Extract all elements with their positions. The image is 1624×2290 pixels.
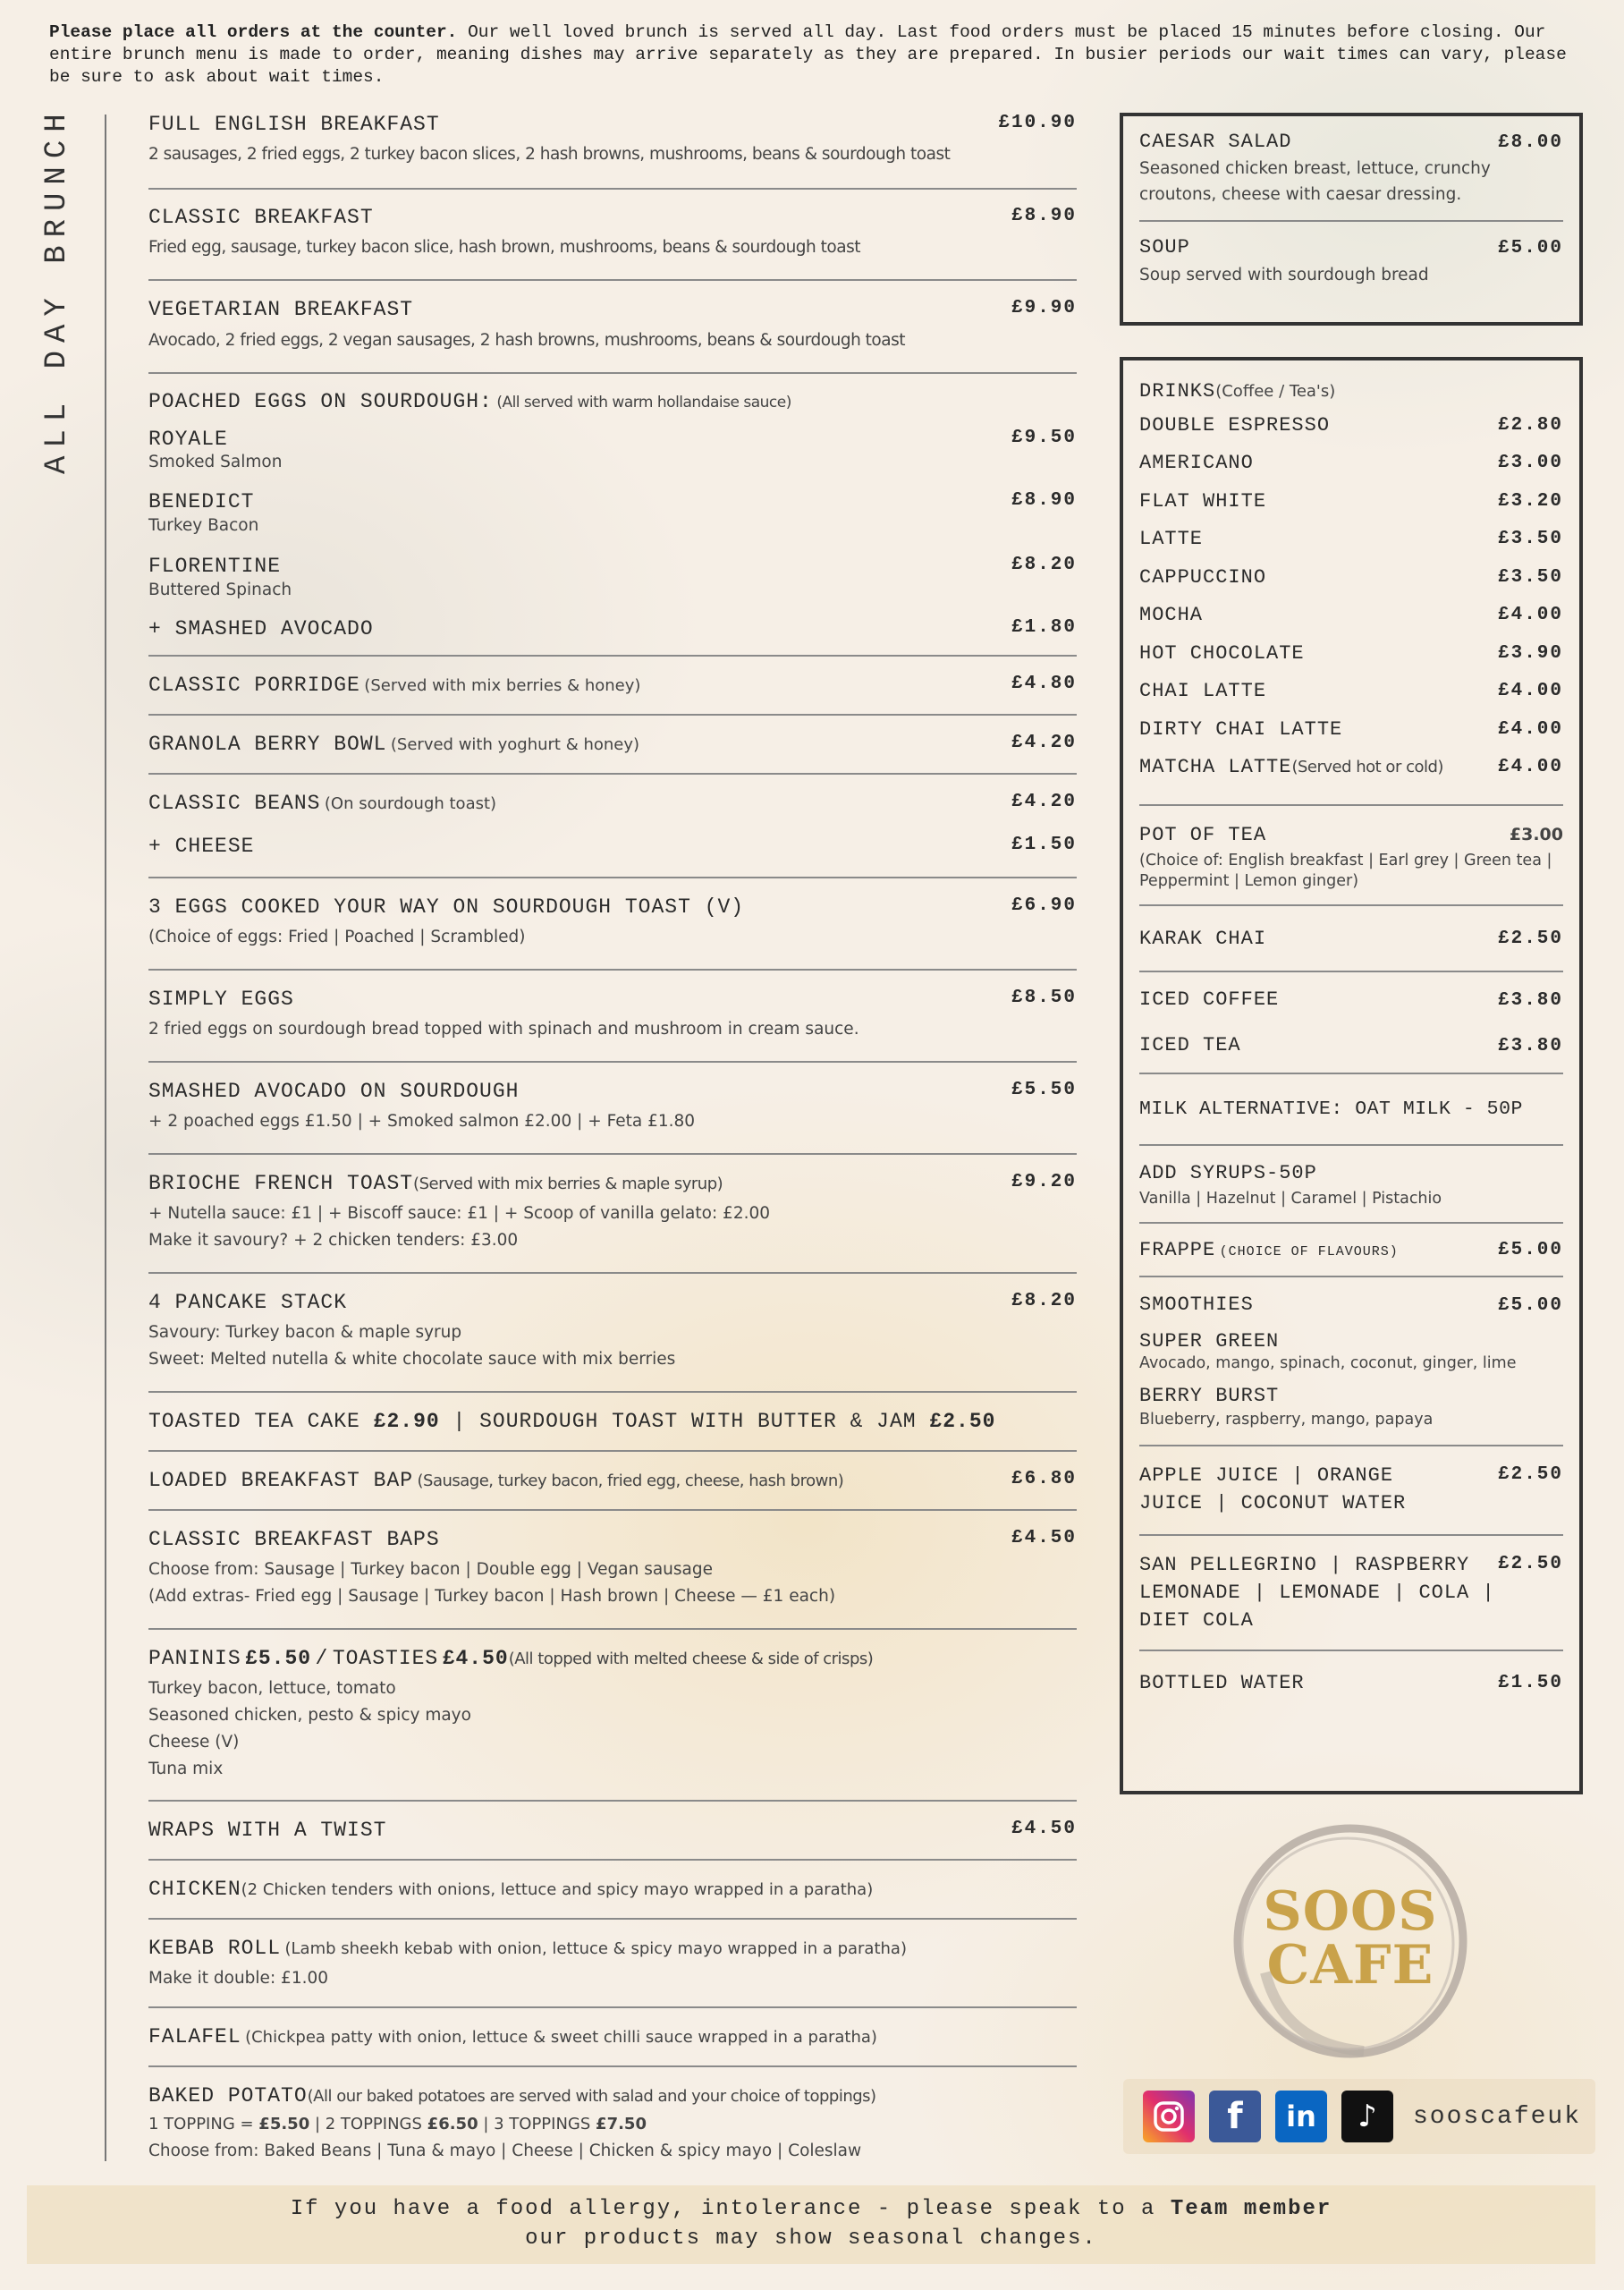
menu-section-poached-eggs [148,374,1077,655]
panini-option: Tuna mix [148,1760,224,1778]
social-bar [1123,2079,1595,2154]
item-price: £4.20 [1011,792,1077,812]
item-price: £8.50 [1011,988,1077,1008]
bottled-water-title: BOTTLED WATER [1139,1671,1305,1694]
smoothie-desc: Avocado, mango, spinach, coconut, ginger, lime [1139,1354,1517,1372]
iced-coffee-price: £3.80 [1497,990,1563,1011]
teacake-price: £2.90 [373,1410,440,1433]
drink-row [1139,521,1563,559]
item-title: VEGETARIAN BREAKFAST [148,298,414,321]
drink-price: £3.50 [1497,529,1563,550]
drink-name: LATTE [1139,528,1204,551]
item-title: KEBAB ROLL [148,1937,282,1960]
section-header [148,390,791,413]
drink-price: £3.00 [1497,453,1563,474]
tiktok-icon[interactable]: ♪ [1341,2091,1393,2142]
karak-chai-price: £2.50 [1497,928,1563,949]
drink-note: (Served hot or cold) [1291,758,1443,777]
drink-price: £4.00 [1497,605,1563,626]
drink-row [1139,445,1563,483]
syrups-desc: Vanilla | Hazelnut | Caramel | Pistachio [1139,1190,1442,1208]
smoothies-price: £5.00 [1497,1295,1563,1316]
topping-3-label: | 3 TOPPINGS [478,2115,596,2133]
divider [1139,804,1563,806]
item-title: LOADED BREAKFAST BAP [148,1469,414,1492]
menu-item-wraps [148,1802,1077,1859]
item-title: 3 EGGS COOKED YOUR WAY ON SOURDOUGH TOAST (V) [148,895,745,919]
item-title: FULL ENGLISH BREAKFAST [148,113,440,136]
facebook-icon[interactable]: f [1209,2091,1261,2142]
potato-toppings-pricing [148,2111,647,2138]
section-note: (All served with warm hollandaise sauce) [496,394,791,411]
item-desc: + 2 poached eggs £1.50 | + Smoked salmon £2.00 | + Feta £1.80 [148,1112,696,1131]
poached-benedict-desc: Turkey Bacon [148,516,259,535]
frappe-title: FRAPPE [1139,1238,1216,1261]
smoothie-name: SUPER GREEN [1139,1330,1280,1353]
item-note: (All our baked potatoes are served with salad and your choice of toppings) [307,2087,876,2106]
iced-coffee-title: ICED COFFEE [1139,988,1280,1011]
juice-line-2: JUICE | COCONUT WATER [1139,1492,1407,1514]
poached-benedict-name: BENEDICT [148,490,255,513]
topping-1-price: £5.50 [258,2115,310,2133]
topping-2-price: £6.50 [427,2115,478,2133]
caesar-desc: Seasoned chicken breast, lettuce, crunchy croutons, cheese with caesar dressing. [1139,159,1491,204]
item-desc: Make it double: £1.00 [148,1969,329,1988]
item-price: £5.50 [1011,1080,1077,1100]
item-note: (On sourdough toast) [324,794,497,813]
item-title: CLASSIC PORRIDGE [148,674,360,697]
intro-text [49,21,1569,89]
poached-royale-desc: Smoked Salmon [148,453,283,471]
panini-option: Seasoned chicken, pesto & spicy mayo [148,1706,471,1725]
item-desc: 2 sausages, 2 fried eggs, 2 turkey bacon slices, 2 hash browns, mushrooms, beans & sourdough toast [148,145,951,164]
menu-item-smashed-avocado [148,1063,1077,1153]
drink-row [1139,749,1563,787]
logo-line-1: SOOS [1263,1880,1438,1943]
iced-tea-price: £3.80 [1497,1036,1563,1056]
panini-option: Turkey bacon, lettuce, tomato [148,1679,396,1698]
item-desc: Avocado, 2 fried eggs, 2 vegan sausages, 2 hash browns, mushrooms, beans & sourdough toast [148,331,905,350]
juice-price: £2.50 [1497,1464,1563,1485]
soft-drinks-line-3: DIET COLA [1139,1609,1254,1632]
drink-price: £4.00 [1497,757,1563,778]
smoothies-title: SMOOTHIES [1139,1293,1254,1316]
toasties-title: TOASTIES [332,1647,439,1670]
social-handle[interactable]: sooscafeuk [1413,2102,1582,2131]
poached-royale-name: ROYALE [148,428,228,451]
item-desc: Choose from: Baked Beans | Tuna & mayo | Cheese | Chicken & spicy mayo | Coleslaw [148,2142,862,2160]
divider [1139,1445,1563,1446]
smoothie-desc: Blueberry, raspberry, mango, papaya [1139,1411,1434,1429]
item-title: SIMPLY EGGS [148,988,294,1011]
toast-title: SOURDOUGH TOAST WITH BUTTER & JAM [479,1410,917,1433]
allergy-footer [27,2185,1595,2264]
item-price: £10.90 [998,113,1077,133]
extra-cheese-price: £1.50 [1011,835,1077,855]
item-desc-2: Make it savoury? + 2 chicken tenders: £3.00 [148,1231,519,1250]
drinks-header: DRINKS [1139,380,1216,403]
drink-row [1139,634,1563,673]
salads-soup-box [1120,113,1583,326]
menu-item-beans [148,775,1077,877]
menu-item-classic-breakfast [148,190,1077,279]
iced-tea-title: ICED TEA [1139,1034,1241,1056]
footer-line-1-text: If you have a food allergy, intolerance - please speak to a [290,2197,1171,2221]
drink-row [1139,673,1563,711]
item-desc-1: + Nutella sauce: £1 | + Biscoff sauce: £1 | + Scoop of vanilla gelato: £2.00 [148,1204,771,1223]
instagram-icon[interactable] [1143,2091,1195,2142]
juice-line-1: APPLE JUICE | ORANGE [1139,1464,1394,1487]
item-price: £8.90 [1011,206,1077,226]
poached-florentine-name: FLORENTINE [148,555,282,578]
menu-item-kebab-roll [148,1920,1077,2006]
item-title: CLASSIC BREAKFAST [148,206,374,229]
drink-price: £3.90 [1497,642,1563,664]
drink-name: CAPPUCCINO [1139,565,1267,589]
soft-drinks-price: £2.50 [1497,1554,1563,1574]
menu-item-full-english [148,109,1077,188]
item-desc: (Choice of eggs: Fried | Poached | Scrambled) [148,928,526,946]
item-price: £9.20 [1011,1172,1077,1192]
item-note: (Sausage, turkey bacon, fried egg, cheese, hash brown) [417,1472,844,1490]
pot-of-tea-title: POT OF TEA [1139,824,1267,846]
coffee-list [1139,406,1563,786]
menu-item-falafel [148,2008,1077,2065]
drink-name: DIRTY CHAI LATTE [1139,717,1343,741]
footer-line-1 [27,2194,1595,2224]
item-title: SMASHED AVOCADO ON SOURDOUGH [148,1080,520,1103]
drink-name: HOT CHOCOLATE [1139,641,1305,665]
drink-name: AMERICANO [1139,452,1254,475]
menu-item-porridge [148,657,1077,714]
item-title: BRIOCHE FRENCH TOAST [148,1172,414,1195]
item-desc-2: (Add extras- Fried egg | Sausage | Turkey bacon | Hash brown | Cheese — £1 each) [148,1587,836,1606]
item-title: 4 PANCAKE STACK [148,1291,348,1314]
logo-text [1230,1880,1471,1997]
bottled-water-price: £1.50 [1497,1672,1563,1693]
caesar-title: CAESAR SALAD [1139,131,1292,153]
item-desc: Fried egg, sausage, turkey bacon slice, hash brown, mushrooms, beans & sourdough toast [148,238,860,257]
item-note: (Served with mix berries & maple syrup) [413,1175,723,1193]
divider [1139,1276,1563,1277]
drink-price: £3.20 [1497,490,1563,512]
drink-price: £3.50 [1497,566,1563,588]
item-price: £9.90 [1011,298,1077,318]
drink-row [1139,482,1563,521]
item-title: CLASSIC BEANS [148,792,321,815]
drink-price: £2.80 [1497,414,1563,436]
frappe-price: £5.00 [1497,1239,1563,1260]
drink-name: FLAT WHITE [1139,489,1267,513]
item-price: £4.50 [1011,1819,1077,1839]
menu-item-loaded-bap [148,1452,1077,1509]
menu-item-baked-potato [148,2067,1077,2175]
soos-cafe-logo [1230,1820,1471,2062]
footer-line-2: our products may show seasonal changes. [525,2226,1097,2251]
menu-item-classic-baps [148,1511,1077,1628]
soft-drinks-line-2: LEMONADE | LEMONADE | COLA | [1139,1582,1495,1604]
item-title: CLASSIC BREAKFAST BAPS [148,1528,440,1551]
drink-name: MATCHA LATTE [1139,756,1292,779]
paninis-price: £5.50 [245,1647,312,1670]
item-note: (Chickpea patty with onion, lettuce & sweet chilli sauce wrapped in a paratha) [245,2028,877,2047]
panini-option: Cheese (V) [148,1733,240,1751]
paninis-separator: / [315,1647,329,1670]
brunch-menu [148,109,1077,2175]
drink-row [1139,710,1563,749]
intro-bold: Please place all orders at the counter. [49,22,458,42]
soup-title: SOUP [1139,236,1190,259]
poached-royale-price: £9.50 [1011,428,1077,448]
toast-price: £2.50 [929,1410,996,1433]
teacake-separator: | [453,1410,467,1433]
menu-item-teacake-toast [148,1393,1077,1450]
item-desc-1: Savoury: Turkey bacon & maple syrup [148,1323,462,1342]
drink-name: CHAI LATTE [1139,680,1267,703]
poached-florentine-price: £8.20 [1011,555,1077,575]
paninis-note: (All topped with melted cheese & side of crisps) [508,1650,874,1668]
pot-of-tea-price: £3.00 [1509,825,1563,844]
item-price: £8.20 [1011,1291,1077,1311]
extra-smashed-avocado: + SMASHED AVOCADO [148,617,374,640]
drink-row [1139,558,1563,597]
logo-line-2: CAFE [1266,1934,1434,1997]
poached-florentine-desc: Buttered Spinach [148,581,292,599]
paninis-title: PANINIS [148,1647,241,1670]
karak-chai-title: KARAK CHAI [1139,927,1267,950]
drink-row [1139,597,1563,635]
divider [1139,1534,1563,1536]
side-title: ALL DAY BRUNCH [40,106,74,474]
item-price: £4.20 [1011,733,1077,753]
menu-item-vegetarian [148,281,1077,372]
soup-desc: Soup served with sourdough bread [1139,266,1429,284]
item-note: (Served with mix berries & honey) [364,676,641,695]
drinks-header-note: (Coffee / Tea's) [1215,382,1336,401]
topping-2-label: | 2 TOPPINGS [309,2115,427,2133]
milk-alternative: MILK ALTERNATIVE: OAT MILK - 50P [1139,1098,1523,1120]
divider [1139,1144,1563,1146]
item-title: FALAFEL [148,2025,241,2048]
intro-body: Our well loved brunch is served all day. Last food orders must be placed 15 minutes before closing. Our entire brunch menu is made to order, meaning dishes may arrive separately as they are prepared. In busier periods our wait times can vary, please be sure to ask about wait times. [49,22,1567,87]
item-price: £4.80 [1011,674,1077,694]
extra-smashed-avocado-price: £1.80 [1011,617,1077,638]
menu-item-simply-eggs [148,971,1077,1061]
item-price: £4.50 [1011,1528,1077,1548]
poached-benedict-price: £8.90 [1011,490,1077,511]
menu-item-brioche [148,1155,1077,1272]
pot-of-tea-desc: (Choice of: English breakfast | Earl grey | Green tea | Peppermint | Lemon ginger) [1139,852,1552,890]
soup-price: £5.00 [1497,238,1563,259]
item-note: (2 Chicken tenders with onions, lettuce and spicy mayo wrapped in a paratha) [241,1880,874,1899]
drink-name: MOCHA [1139,604,1204,627]
drink-name: DOUBLE ESPRESSO [1139,413,1331,437]
drink-price: £4.00 [1497,681,1563,702]
frappe-note: (CHOICE OF FLAVOURS) [1219,1243,1399,1260]
menu-item-paninis [148,1630,1077,1800]
syrups-title: ADD SYRUPS-50P [1139,1162,1317,1184]
item-desc-1: Choose from: Sausage | Turkey bacon | Double egg | Vegan sausage [148,1560,714,1579]
topping-1-label: 1 TOPPING = [148,2115,259,2133]
menu-item-granola [148,716,1077,773]
menu-item-chicken-wrap [148,1861,1077,1918]
item-title: CHICKEN [148,1878,241,1901]
item-desc-2: Sweet: Melted nutella & white chocolate sauce with mix berries [148,1350,676,1369]
drinks-box [1120,357,1583,1794]
footer-team-member: Team member [1170,2197,1332,2221]
section-title: POACHED EGGS ON SOURDOUGH: [148,390,493,413]
divider [1139,971,1563,972]
soft-drinks-line-1: SAN PELLEGRINO | RASPBERRY [1139,1554,1470,1576]
teacake-title: TOASTED TEA CAKE [148,1410,360,1433]
linkedin-icon[interactable]: in [1275,2091,1327,2142]
item-title: BAKED POTATO [148,2084,308,2108]
item-title: WRAPS WITH A TWIST [148,1819,387,1842]
item-price: £6.90 [1011,895,1077,916]
topping-3-price: £7.50 [596,2115,647,2133]
item-note: (Served with yoghurt & honey) [390,735,640,754]
item-note: (Lamb sheekh kebab with onion, lettuce & spicy mayo wrapped in a paratha) [284,1939,907,1958]
vertical-divider [105,114,106,2161]
menu-item-three-eggs [148,878,1077,969]
smoothie-name: BERRY BURST [1139,1385,1280,1407]
extra-cheese: + CHEESE [148,835,255,858]
toasties-price: £4.50 [442,1647,509,1670]
item-price: £6.80 [1011,1469,1077,1489]
item-title: GRANOLA BERRY BOWL [148,733,387,756]
caesar-price: £8.00 [1497,132,1563,153]
menu-item-pancakes [148,1274,1077,1391]
divider [1139,220,1563,222]
drink-price: £4.00 [1497,718,1563,740]
drink-row [1139,406,1563,445]
item-desc: 2 fried eggs on sourdough bread topped with spinach and mushroom in cream sauce. [148,1020,859,1039]
